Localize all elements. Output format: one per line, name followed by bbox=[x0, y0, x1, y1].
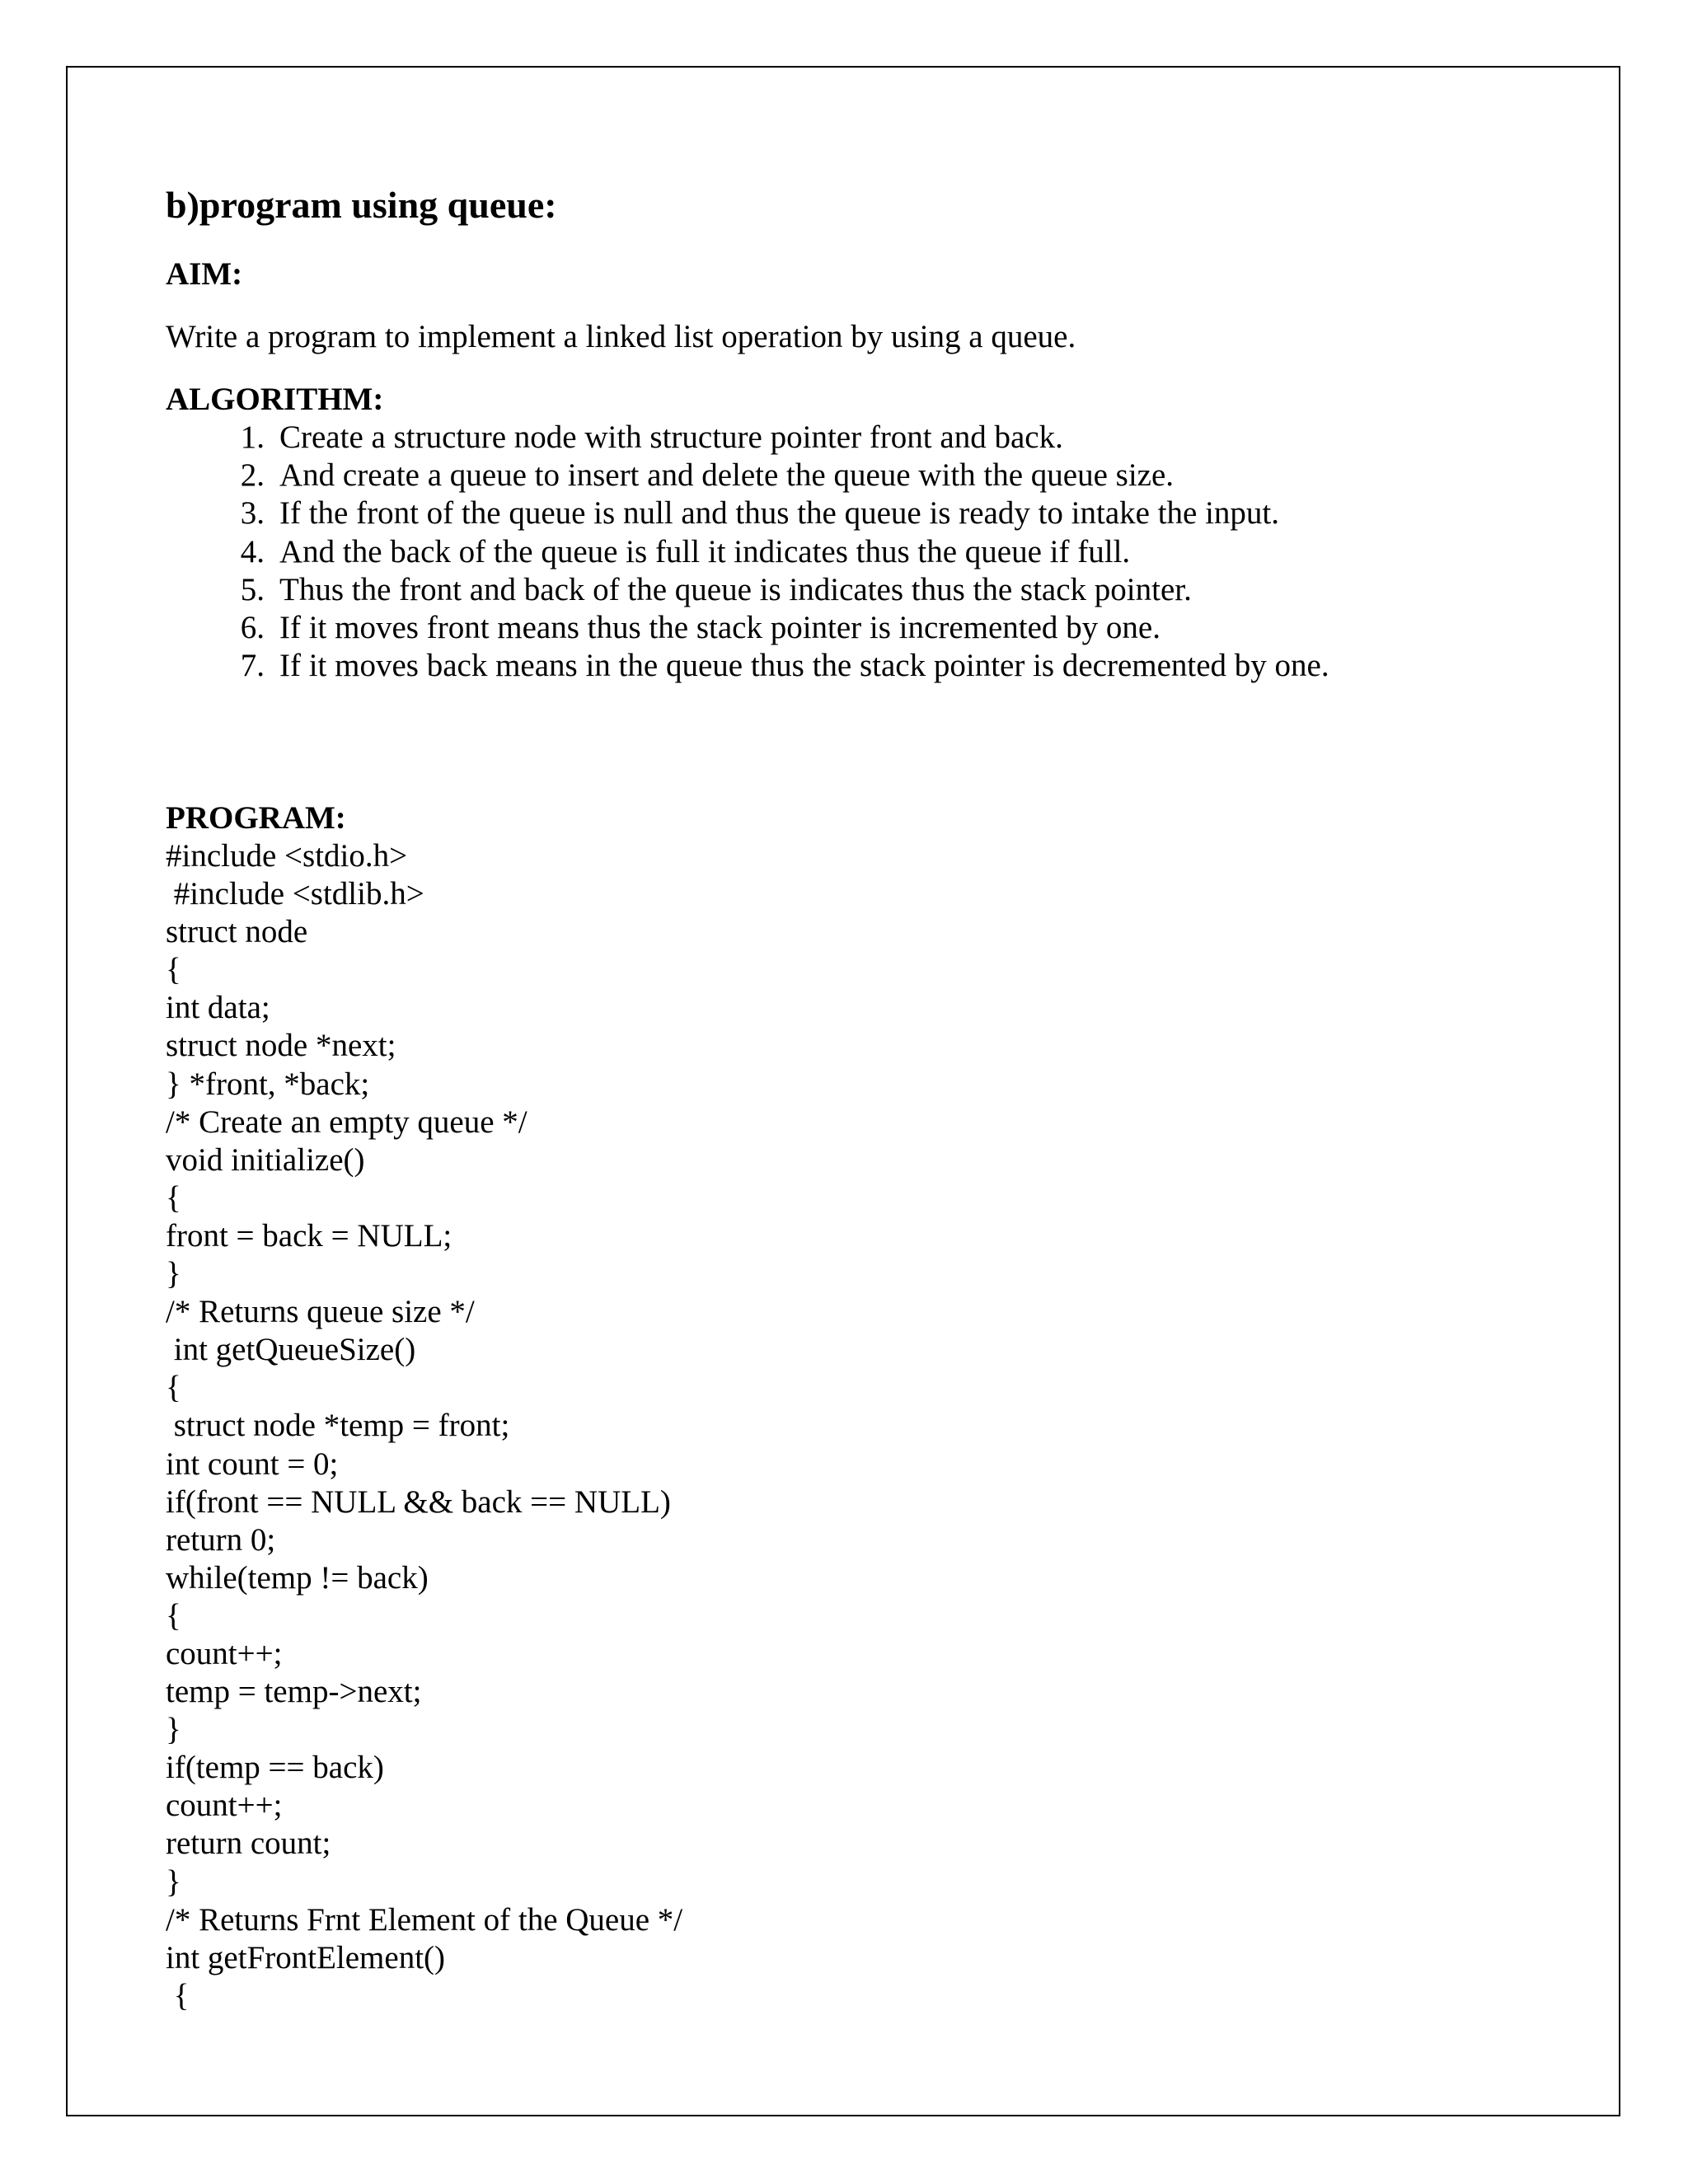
algorithm-step bbox=[166, 419, 1329, 457]
code-line: { bbox=[166, 1597, 181, 1633]
algorithm-step bbox=[166, 571, 1329, 609]
code-line: front = back = NULL; bbox=[166, 1217, 452, 1254]
code-line: if(temp == back) bbox=[166, 1750, 384, 1786]
code-line: count++; bbox=[166, 1788, 283, 1824]
code-line: } bbox=[166, 1863, 181, 1900]
code-line: int getFrontElement() bbox=[166, 1939, 446, 1975]
code-line: if(front == NULL && back == NULL) bbox=[166, 1483, 671, 1520]
code-line: /* Returns queue size */ bbox=[166, 1294, 475, 1330]
code-line: return 0; bbox=[166, 1521, 276, 1558]
aim-text: Write a program to implement a linked list operation by using a queue. bbox=[166, 319, 1076, 354]
step-text: Create a structure node with structure pointer front and back. bbox=[279, 419, 1063, 455]
code-line: } *front, *back; bbox=[166, 1066, 370, 1102]
step-text: If it moves back means in the queue thus the stack pointer is decremented by one. bbox=[279, 648, 1329, 684]
code-line: void initialize() bbox=[166, 1141, 365, 1178]
code-line: } bbox=[166, 1712, 181, 1748]
algorithm-step bbox=[166, 533, 1329, 571]
code-line: /* Create an empty queue */ bbox=[166, 1104, 528, 1140]
code-line: { bbox=[166, 1179, 181, 1216]
code-line: count++; bbox=[166, 1635, 283, 1671]
algorithm-step bbox=[166, 494, 1329, 532]
step-text: If the front of the queue is null and thus the queue is ready to intake the input. bbox=[279, 495, 1280, 532]
step-text: Thus the front and back of the queue is indicates thus the stack pointer. bbox=[279, 571, 1192, 607]
code-line: { bbox=[166, 1370, 181, 1406]
section-title: b)program using queue: bbox=[166, 184, 557, 226]
step-number: 5. bbox=[240, 571, 265, 607]
code-line: struct node *temp = front; bbox=[166, 1408, 510, 1444]
step-number: 1. bbox=[240, 419, 265, 455]
code-line: int count = 0; bbox=[166, 1446, 339, 1482]
code-line: int getQueueSize() bbox=[166, 1332, 416, 1368]
code-line: int data; bbox=[166, 990, 270, 1026]
aim-heading: AIM: bbox=[166, 256, 243, 292]
code-line: struct node bbox=[166, 914, 308, 950]
code-line: temp = temp->next; bbox=[166, 1674, 422, 1710]
step-text: And create a queue to insert and delete the queue with the queue size. bbox=[279, 457, 1175, 494]
step-number: 3. bbox=[240, 495, 265, 532]
code-line: while(temp != back) bbox=[166, 1559, 429, 1596]
algorithm-heading: ALGORITHM: bbox=[166, 382, 384, 417]
algorithm-step bbox=[166, 609, 1329, 647]
step-text: And the back of the queue is full it indicates thus the queue if full. bbox=[279, 533, 1131, 569]
step-text: If it moves front means thus the stack pointer is incremented by one. bbox=[279, 610, 1160, 646]
code-line: { bbox=[166, 952, 181, 988]
step-number: 4. bbox=[240, 533, 265, 569]
step-number: 2. bbox=[240, 457, 265, 494]
code-line: } bbox=[166, 1256, 181, 1292]
code-line: #include <stdio.h> bbox=[166, 838, 408, 874]
code-line: #include <stdlib.h> bbox=[166, 876, 424, 912]
algorithm-steps bbox=[166, 419, 1329, 685]
step-number: 7. bbox=[240, 648, 265, 684]
code-line: /* Returns Frnt Element of the Queue */ bbox=[166, 1901, 683, 1938]
algorithm-step bbox=[166, 457, 1329, 494]
code-line: { bbox=[166, 1977, 190, 2013]
program-code bbox=[166, 837, 682, 2015]
algorithm-step bbox=[166, 647, 1329, 685]
code-line: struct node *next; bbox=[166, 1028, 396, 1064]
program-heading: PROGRAM: bbox=[166, 800, 346, 836]
step-number: 6. bbox=[240, 610, 265, 646]
code-line: return count; bbox=[166, 1825, 331, 1862]
